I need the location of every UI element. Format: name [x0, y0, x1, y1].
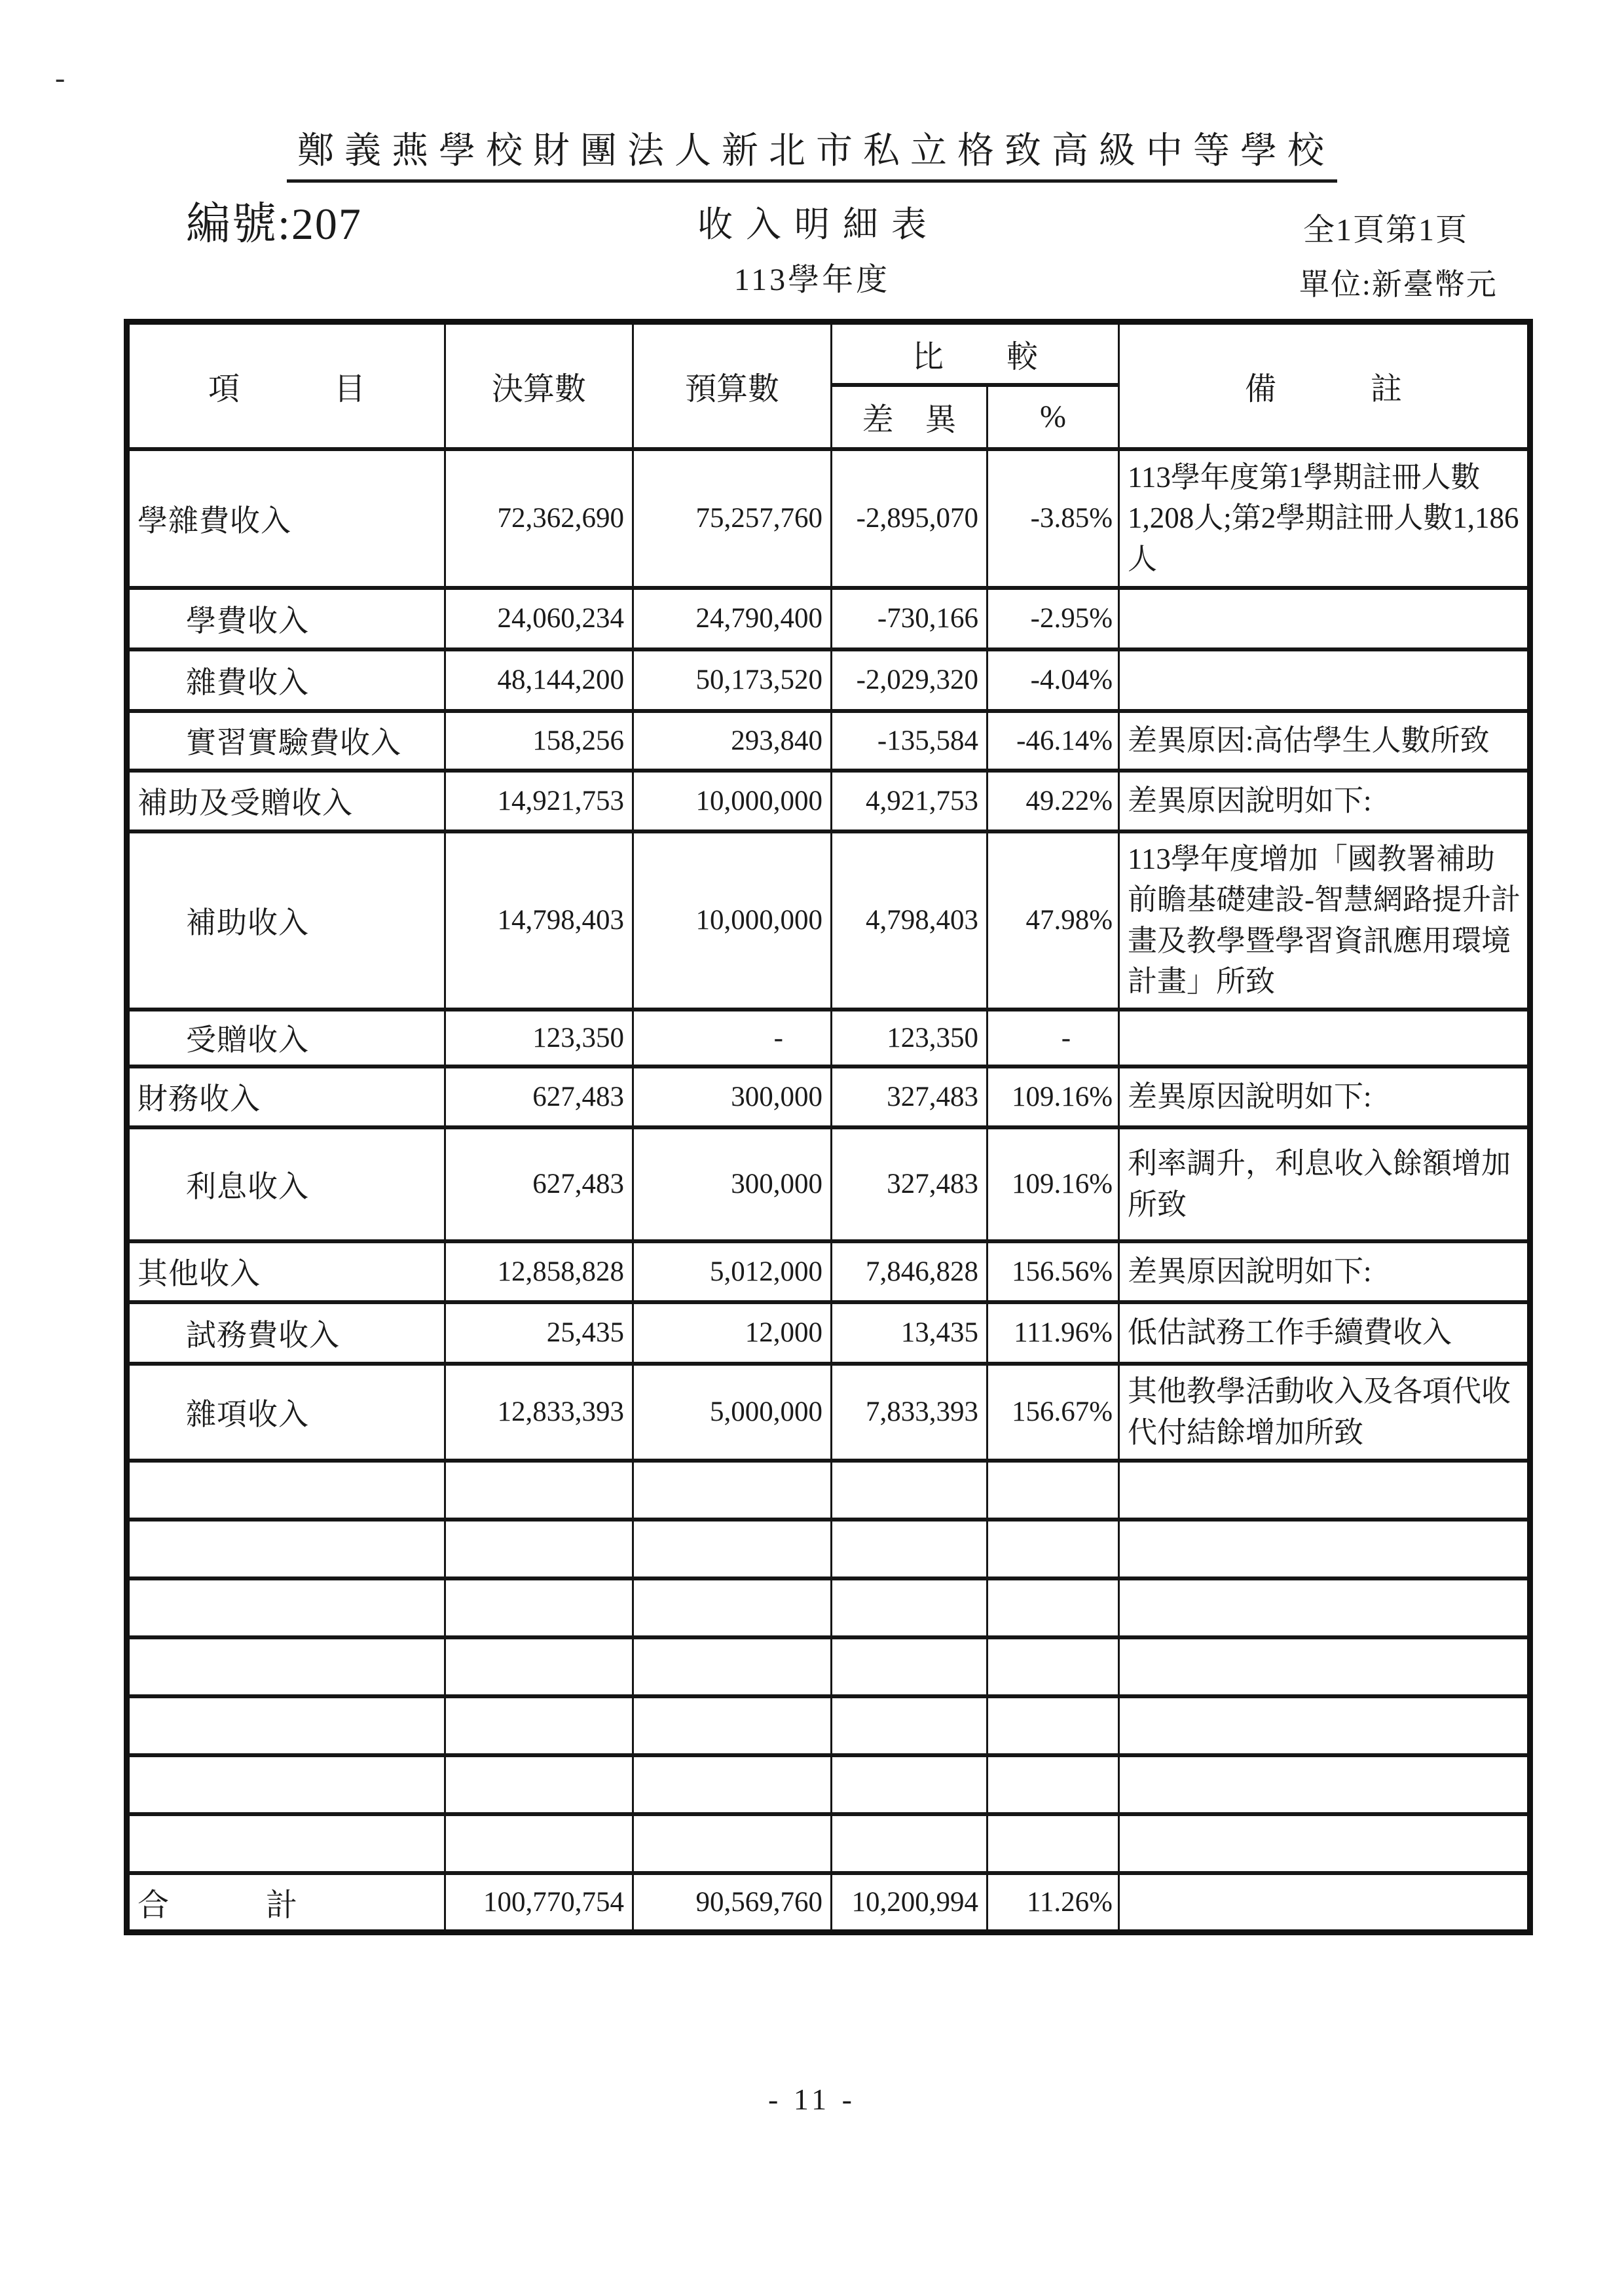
final-amount-cell: [445, 1461, 633, 1520]
difference-cell: [832, 1755, 987, 1814]
income-row: [127, 831, 1530, 1010]
school-name-title: 鄭義燕學校財團法人新北市私立格致高級中等學校: [287, 122, 1337, 183]
remark-cell: [1119, 1696, 1530, 1755]
item-name-cell: 實習實驗費收入: [127, 711, 445, 771]
page-info: 全1頁第1頁: [1303, 213, 1469, 247]
percent-cell: 109.16%: [987, 1127, 1119, 1241]
income-row: [127, 1066, 1530, 1127]
empty-row: [127, 1578, 1530, 1637]
income-row: [127, 771, 1530, 831]
header-final-amount: 決算數: [445, 322, 633, 449]
remark-cell: 差異原因說明如下:: [1119, 771, 1530, 831]
final-amount-cell: 627,483: [445, 1066, 633, 1127]
difference-cell: 327,483: [832, 1066, 987, 1127]
difference-cell: [832, 1520, 987, 1578]
income-row: [127, 588, 1530, 649]
header-budget-amount: 預算數: [633, 322, 832, 449]
final-amount-cell: [445, 1637, 633, 1696]
income-row: [127, 1127, 1530, 1241]
percent-cell: 111.96%: [987, 1302, 1119, 1364]
final-amount-cell: [445, 1578, 633, 1637]
header-difference: 差 異: [832, 385, 987, 449]
remark-cell: [1119, 1637, 1530, 1696]
item-name-cell: 利息收入: [127, 1127, 445, 1241]
percent-cell: -: [987, 1010, 1119, 1066]
budget-amount-cell: [633, 1461, 832, 1520]
remark-cell: [1119, 1520, 1530, 1578]
final-amount-cell: 24,060,234: [445, 588, 633, 649]
budget-amount-cell: 50,173,520: [633, 649, 832, 711]
percent-cell: [987, 1461, 1119, 1520]
percent-cell: 49.22%: [987, 771, 1119, 831]
difference-cell: 7,833,393: [832, 1364, 987, 1461]
final-amount-cell: [445, 1755, 633, 1814]
item-name-cell: [127, 1578, 445, 1637]
empty-row: [127, 1637, 1530, 1696]
remark-cell: [1119, 1873, 1530, 1933]
school-title-wrap: [0, 122, 1624, 183]
doc-number: 編號:207: [186, 199, 362, 249]
remark-cell: [1119, 1578, 1530, 1637]
difference-cell: [832, 1637, 987, 1696]
final-amount-cell: [445, 1814, 633, 1873]
item-name-cell: 補助及受贈收入: [127, 771, 445, 831]
percent-cell: [987, 1696, 1119, 1755]
item-name-cell: [127, 1461, 445, 1520]
final-amount-cell: 100,770,754: [445, 1873, 633, 1933]
final-amount-cell: 12,833,393: [445, 1364, 633, 1461]
difference-cell: -730,166: [832, 588, 987, 649]
item-name-cell: 雜項收入: [127, 1364, 445, 1461]
total-row: [127, 1873, 1530, 1933]
income-row: [127, 1302, 1530, 1364]
table-header: [127, 322, 1530, 449]
remark-cell: 低估試務工作手續費收入: [1119, 1302, 1530, 1364]
percent-cell: 156.56%: [987, 1241, 1119, 1302]
percent-cell: -3.85%: [987, 449, 1119, 588]
scan-artifact-dash: -: [55, 61, 65, 94]
remark-cell: 113學年度增加「國教署補助前瞻基礎建設-智慧網路提升計畫及教學暨學習資訊應用環境計畫」所致: [1119, 831, 1530, 1010]
final-amount-cell: 123,350: [445, 1010, 633, 1066]
report-title: 收入明細表: [697, 205, 940, 244]
percent-cell: [987, 1578, 1119, 1637]
header-item: 項 目: [127, 322, 445, 449]
budget-amount-cell: [633, 1696, 832, 1755]
percent-cell: [987, 1637, 1119, 1696]
percent-cell: 47.98%: [987, 831, 1119, 1010]
difference-cell: 4,798,403: [832, 831, 987, 1010]
final-amount-cell: [445, 1696, 633, 1755]
income-row: [127, 711, 1530, 771]
income-row: [127, 1241, 1530, 1302]
item-name-cell: 學雜費收入: [127, 449, 445, 588]
remark-cell: 利率調升，利息收入餘額增加所致: [1119, 1127, 1530, 1241]
final-amount-cell: 12,858,828: [445, 1241, 633, 1302]
budget-amount-cell: 293,840: [633, 711, 832, 771]
difference-cell: [832, 1461, 987, 1520]
remark-cell: 其他教學活動收入及各項代收代付結餘增加所致: [1119, 1364, 1530, 1461]
remark-cell: [1119, 1461, 1530, 1520]
percent-cell: [987, 1814, 1119, 1873]
income-row: [127, 449, 1530, 588]
remark-cell: [1119, 649, 1530, 711]
item-name-cell: 受贈收入: [127, 1010, 445, 1066]
percent-cell: [987, 1520, 1119, 1578]
item-name-cell: 補助收入: [127, 831, 445, 1010]
final-amount-cell: 14,921,753: [445, 771, 633, 831]
difference-cell: 13,435: [832, 1302, 987, 1364]
currency-unit-label: 單位:新臺幣元: [1299, 268, 1498, 301]
difference-cell: [832, 1578, 987, 1637]
item-name-cell: [127, 1520, 445, 1578]
item-name-cell: 試務費收入: [127, 1302, 445, 1364]
budget-amount-cell: [633, 1755, 832, 1814]
remark-cell: [1119, 1755, 1530, 1814]
empty-row: [127, 1461, 1530, 1520]
percent-cell: -4.04%: [987, 649, 1119, 711]
header-remark: 備 註: [1119, 322, 1530, 449]
remark-cell: 差異原因:高估學生人數所致: [1119, 711, 1530, 771]
budget-amount-cell: 10,000,000: [633, 831, 832, 1010]
remark-cell: [1119, 588, 1530, 649]
budget-amount-cell: 75,257,760: [633, 449, 832, 588]
item-name-cell: [127, 1814, 445, 1873]
budget-amount-cell: 90,569,760: [633, 1873, 832, 1933]
empty-row: [127, 1755, 1530, 1814]
difference-cell: 7,846,828: [832, 1241, 987, 1302]
budget-amount-cell: 10,000,000: [633, 771, 832, 831]
item-name-cell: 財務收入: [127, 1066, 445, 1127]
table-body: [127, 449, 1530, 1933]
difference-cell: -2,029,320: [832, 649, 987, 711]
budget-amount-cell: [633, 1637, 832, 1696]
budget-amount-cell: 5,012,000: [633, 1241, 832, 1302]
empty-row: [127, 1696, 1530, 1755]
academic-year: 113學年度: [733, 263, 891, 297]
final-amount-cell: 25,435: [445, 1302, 633, 1364]
budget-amount-cell: 24,790,400: [633, 588, 832, 649]
final-amount-cell: 627,483: [445, 1127, 633, 1241]
empty-row: [127, 1520, 1530, 1578]
final-amount-cell: 48,144,200: [445, 649, 633, 711]
percent-cell: -46.14%: [987, 711, 1119, 771]
difference-cell: 10,200,994: [832, 1873, 987, 1933]
item-name-cell: 其他收入: [127, 1241, 445, 1302]
final-amount-cell: 158,256: [445, 711, 633, 771]
item-name-cell: [127, 1755, 445, 1814]
difference-cell: 123,350: [832, 1010, 987, 1066]
budget-amount-cell: [633, 1578, 832, 1637]
remark-cell: 113學年度第1學期註冊人數1,208人;第2學期註冊人數1,186人: [1119, 449, 1530, 588]
budget-amount-cell: 300,000: [633, 1127, 832, 1241]
header-comparison: 比 較: [832, 322, 1119, 385]
item-name-cell: [127, 1637, 445, 1696]
difference-cell: 327,483: [832, 1127, 987, 1241]
budget-amount-cell: 300,000: [633, 1066, 832, 1127]
empty-row: [127, 1814, 1530, 1873]
income-detail-table: [124, 319, 1533, 1935]
remark-cell: 差異原因說明如下:: [1119, 1241, 1530, 1302]
income-row: [127, 1010, 1530, 1066]
percent-cell: [987, 1755, 1119, 1814]
remark-cell: 差異原因說明如下:: [1119, 1066, 1530, 1127]
remark-cell: [1119, 1010, 1530, 1066]
final-amount-cell: 14,798,403: [445, 831, 633, 1010]
percent-cell: -2.95%: [987, 588, 1119, 649]
item-name-cell: 學費收入: [127, 588, 445, 649]
page-number: - 11 -: [768, 2083, 856, 2116]
final-amount-cell: [445, 1520, 633, 1578]
difference-cell: -2,895,070: [832, 449, 987, 588]
difference-cell: 4,921,753: [832, 771, 987, 831]
difference-cell: -135,584: [832, 711, 987, 771]
budget-amount-cell: [633, 1814, 832, 1873]
percent-cell: 11.26%: [987, 1873, 1119, 1933]
percent-cell: 156.67%: [987, 1364, 1119, 1461]
percent-cell: 109.16%: [987, 1066, 1119, 1127]
item-name-cell: [127, 1696, 445, 1755]
difference-cell: [832, 1814, 987, 1873]
difference-cell: [832, 1696, 987, 1755]
budget-amount-cell: 5,000,000: [633, 1364, 832, 1461]
budget-amount-cell: 12,000: [633, 1302, 832, 1364]
header-percent: %: [987, 385, 1119, 449]
budget-amount-cell: -: [633, 1010, 832, 1066]
income-row: [127, 1364, 1530, 1461]
header-row-1: [127, 322, 1530, 385]
remark-cell: [1119, 1814, 1530, 1873]
item-name-cell: 合 計: [127, 1873, 445, 1933]
final-amount-cell: 72,362,690: [445, 449, 633, 588]
item-name-cell: 雜費收入: [127, 649, 445, 711]
budget-amount-cell: [633, 1520, 832, 1578]
income-row: [127, 649, 1530, 711]
